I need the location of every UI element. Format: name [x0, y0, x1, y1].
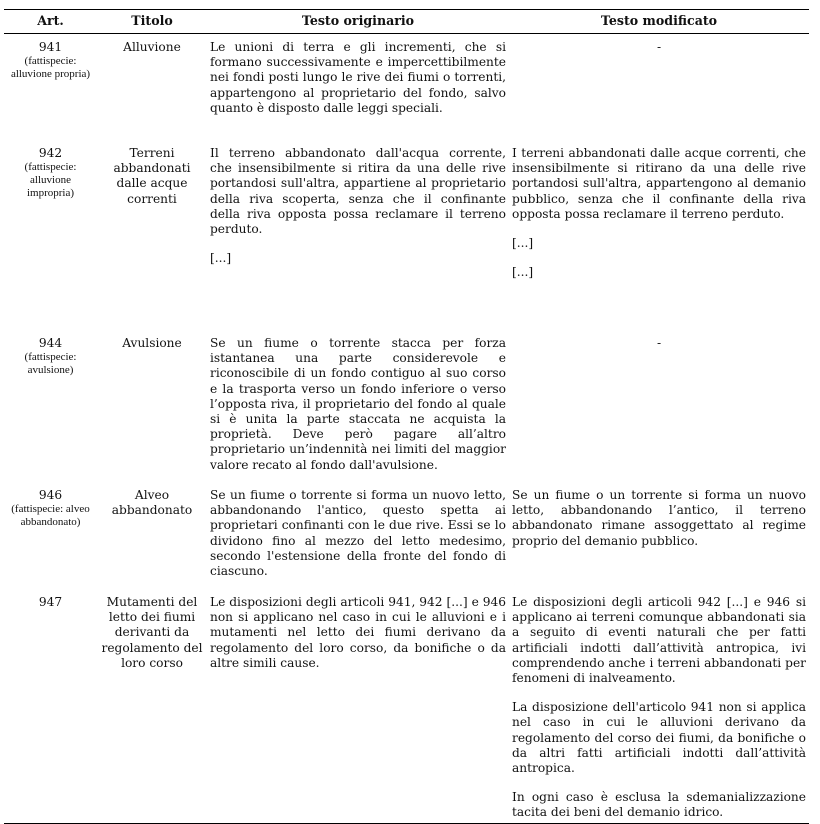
original-ellipsis: [...] — [210, 251, 232, 266]
article-cell — [4, 481, 97, 590]
modified-paragraph: I terreni abbandonati dalle acque correnti, che insensibilmente si ritirano da una delle rive portandosi sull'altra, appartengono al demanio pubblico, senza che il confinante della riva opposta possa reclamare il terreno perduto. — [512, 146, 806, 221]
article-fattispecie: (fattispecie: alluvione impropria) — [24, 161, 77, 200]
article-cell — [4, 34, 97, 144]
original-paragraph: Se un fiume o torrente si forma un nuovo letto, abbandonando l'antico, questo spetta ai proprietari confinanti con le due rive. Essi se lo dividono fino al mezzo del letto medesimo, secondo l'estensione della fronte del fondo di ciascuno. — [210, 488, 506, 579]
modified-text-cell — [509, 481, 809, 590]
article-fattispecie: (fattispecie: avulsione) — [24, 351, 77, 377]
article-number: 942 — [38, 146, 63, 160]
modified-paragraph: - — [656, 40, 662, 54]
table-row — [4, 481, 809, 590]
comparison-table — [4, 9, 809, 824]
modified-ellipsis: [...] — [512, 265, 534, 280]
title-cell: Alluvione — [123, 40, 181, 54]
table-row — [4, 143, 809, 331]
original-paragraph: Le disposizioni degli articoli 941, 942 [...] e 946 non si applicano nel caso in cui le alluvioni e i mutamenti nel letto dei fiumi derivano da regolamento del loro corso, da bonifiche o da altre simili cause. — [210, 595, 506, 670]
table-row — [4, 331, 809, 481]
article-fattispecie: (fattispecie: alveo abbandonato) — [11, 503, 90, 529]
table-body — [4, 34, 809, 824]
original-text-cell — [207, 331, 509, 481]
original-text-cell — [207, 481, 509, 590]
modified-paragraph: La disposizione dell'articolo 941 non si applica nel caso in cui le alluvioni derivano da regolamento del corso dei fiumi, da bonifiche o da altri fatti artificiali indotti dall’attività antropica. — [512, 700, 806, 776]
title-cell: Alveo abbandonato — [111, 488, 193, 518]
modified-paragraph: Se un fiume o un torrente si forma un nuovo letto, abbandonando l’antico, il terreno abbandonato rimane assoggettato al regime proprio del demanio pubblico. — [512, 488, 806, 548]
title-cell: Mutamenti del letto dei fiumi derivanti da regolamento del loro corso — [97, 590, 207, 823]
table-row — [4, 590, 809, 823]
comparison-table-container — [4, 9, 809, 824]
article-fattispecie: (fattispecie: alluvione propria) — [10, 55, 91, 81]
modified-ellipsis: [...] — [512, 236, 534, 251]
modified-text-cell — [509, 143, 809, 331]
article-number: 947 — [38, 595, 63, 609]
modified-paragraph: In ogni caso è esclusa la sdemanializzazione tacita dei beni del demanio idrico. — [512, 790, 806, 820]
header-testo-originario: Testo originario — [207, 10, 509, 34]
original-text-cell — [207, 34, 509, 144]
header-titolo: Titolo — [97, 10, 207, 34]
original-text-cell — [207, 143, 509, 331]
table-row — [4, 34, 809, 144]
header-testo-modificato: Testo modificato — [509, 10, 809, 34]
article-number: 944 — [38, 336, 63, 350]
original-paragraph: Se un fiume o torrente stacca per forza istantanea una parte considerevole e riconoscibile di un fondo contiguo al suo corso e la trasporta verso un fondo inferiore o verso l’opposta riva, il proprietario del fondo al quale si è unita la parte staccata ne acquista la proprietà. Deve però pagare all’altro proprietario un’indennità nei limiti del maggior valore recato al fondo dall'avulsione. — [210, 336, 506, 472]
modified-paragraph: - — [656, 336, 662, 350]
article-number: 941 — [38, 40, 63, 54]
modified-text-cell — [509, 331, 809, 481]
original-paragraph: Le unioni di terra e gli incrementi, che si formano successivamente e impercettibilmente nei fondi posti lungo le rive dei fiumi o torrenti, appartengono al proprietario del fondo, salvo quanto è disposto dalle leggi speciali. — [210, 40, 506, 115]
article-number: 946 — [38, 488, 63, 502]
header-row — [4, 10, 809, 34]
original-text-cell — [207, 590, 509, 823]
modified-text-cell — [509, 590, 809, 823]
article-cell — [4, 331, 97, 481]
title-cell: Terreni abbandonati dalle acque correnti — [113, 146, 191, 206]
title-cell: Avulsione — [122, 336, 182, 350]
table-header — [4, 10, 809, 34]
article-cell — [4, 143, 97, 331]
article-cell — [4, 590, 97, 823]
original-paragraph: Il terreno abbandonato dall'acqua corrente, che insensibilmente si ritira da una delle rive portandosi sull'altra, appartiene al proprietario della riva scoperta, senza che il confinante della riva opposta possa reclamare il terreno perduto. — [210, 146, 506, 237]
modified-paragraph: Le disposizioni degli articoli 942 [...] e 946 si applicano ai terreni comunque abbandonati sia a seguito di eventi naturali che per fatti artificiali indotti dall’attività antropica, ivi comprendendo anche i terreni abbandonati per fenomeni di inalveamento. — [512, 595, 806, 686]
header-art: Art. — [4, 10, 97, 34]
modified-text-cell — [509, 34, 809, 144]
